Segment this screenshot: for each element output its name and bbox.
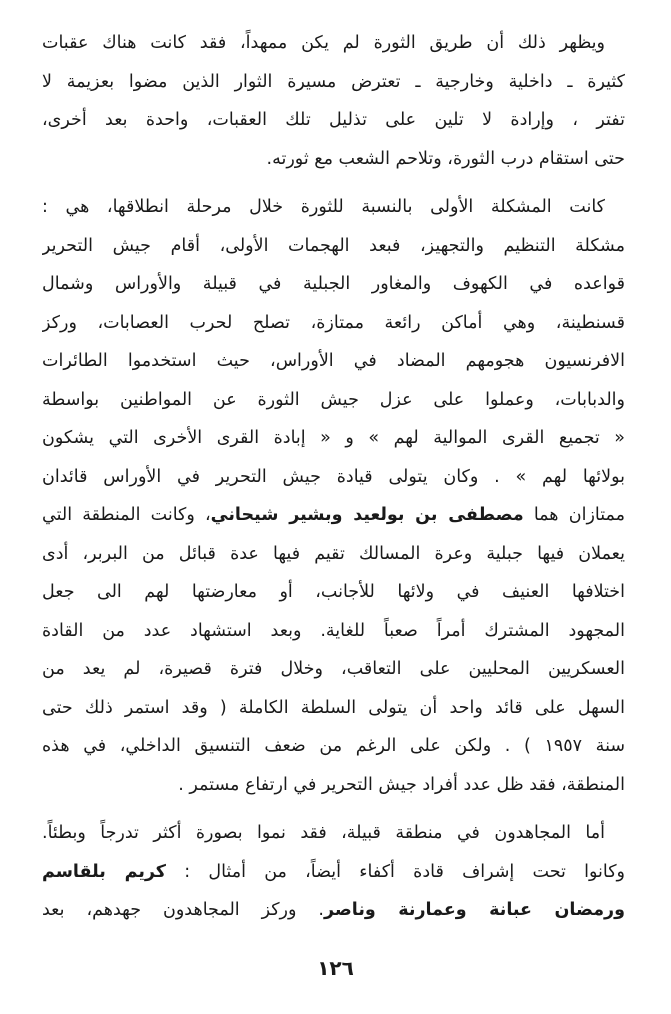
text-line: قواعده في الكهوف والمغاور الجبلية في قبيلة والأوراس وشمال bbox=[42, 274, 625, 294]
text-line: تفتر ، وإرادة لا تلين على تذليل تلك العقبات، واحدة بعد أخرى، bbox=[42, 110, 625, 130]
text-line: مشكلة التنظيم والتجهيز، فبعد الهجمات الأولى، أقام جيش التحرير bbox=[42, 235, 625, 256]
text-line: السهل على قائد واحد أن يتولى السلطة الكاملة ( وقد استمر ذلك حتى bbox=[42, 697, 625, 718]
text-line: قسنطينة، وهي أماكن رائعة ممتازة، تصلح لحرب العصابات، وركز bbox=[42, 312, 625, 333]
bold-name: مصطفى بن بولعيد وبشير شيحاني bbox=[210, 505, 524, 525]
text-line: ورمضان عبانة وعمارنة وناصر. وركز المجاهدون جهدهم، بعد bbox=[42, 900, 625, 920]
bold-name: كريم بلقاسم bbox=[42, 861, 166, 882]
paragraph-2 bbox=[42, 188, 625, 804]
text-line: « تجميع القرى الموالية لهم » و « إبادة القرى الأخرى التي يشكون bbox=[42, 428, 625, 448]
text-line: ويظهر ذلك أن طريق الثورة لم يكن ممهداً، فقد كانت هناك عقبات bbox=[42, 33, 605, 53]
paragraph-1 bbox=[42, 24, 625, 178]
text-line: والدبابات، وعملوا على عزل جيش الثورة عن المواطنين بواسطة bbox=[42, 389, 625, 410]
page-number: ١٢٦ bbox=[317, 956, 354, 980]
text-line: المجهود المشترك أمراً صعباً للغاية. وبعد استشهاد عدد من القادة bbox=[42, 620, 625, 641]
text-line: سنة ١٩٥٧ ) . ولكن على الرغم من ضعف التنسيق الداخلي، في هذه bbox=[42, 736, 625, 756]
paragraph-3 bbox=[42, 814, 625, 930]
text-line: كثيرة ـ داخلية وخارجية ـ تعترض مسيرة الثوار الذين مضوا بعزيمة لا bbox=[42, 71, 625, 92]
text-line: حتى استقام درب الثورة، وتلاحم الشعب مع ثورته. bbox=[266, 148, 625, 169]
text-line: وكانوا تحت إشراف قادة أكفاء أيضاً، من أمثال : كريم بلقاسم bbox=[42, 861, 625, 882]
text-line: الافرنسيون هجومهم المضاد في الأوراس، حيث استخدموا الطائرات bbox=[42, 351, 625, 371]
text-line: اختلافها العنيف في ولائها للأجانب، أو معارضتها لهم الى جعل bbox=[42, 582, 625, 602]
text-line: المنطقة، فقد ظل عدد أفراد جيش التحرير في ارتفاع مستمر . bbox=[178, 774, 625, 795]
page-body bbox=[42, 24, 625, 930]
text-line: يعملان فيها جبلية وعرة المسالك تقيم فيها عدة قبائل من البربر، أدى bbox=[42, 543, 625, 564]
text-line: العسكريين المحليين على التعاقب، وخلال فترة قصيرة، لم يعد من bbox=[42, 659, 625, 679]
text-line: أما المجاهدون في منطقة قبيلة، فقد نموا بصورة أكثر تدرجاً وبطئاً. bbox=[42, 823, 605, 843]
bold-name: ورمضان عبانة وعمارنة وناصر bbox=[323, 900, 625, 920]
text-line: كانت المشكلة الأولى بالنسبة للثورة خلال مرحلة انطلاقها، هي : bbox=[42, 197, 605, 217]
text-line: ممتازان هما مصطفى بن بولعيد وبشير شيحاني، وكانت المنطقة التي bbox=[42, 505, 625, 525]
text-line: بولائها لهم » . وكان يتولى قيادة جيش التحرير في الأوراس قائدان bbox=[42, 466, 625, 487]
